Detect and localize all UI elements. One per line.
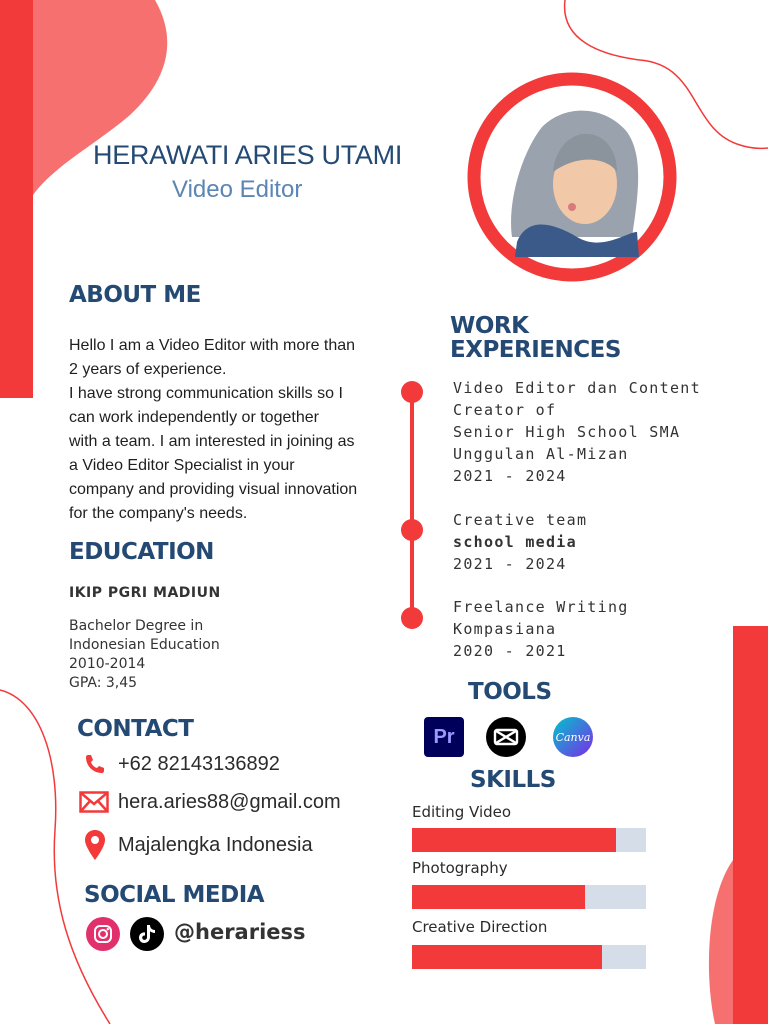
work-item-line: Senior High School SMA bbox=[453, 423, 681, 441]
social-handle[interactable]: @herariess bbox=[174, 920, 306, 944]
skill-bar-fill bbox=[412, 945, 602, 969]
work-item-line: Freelance Writing bbox=[453, 598, 629, 616]
skill-label: Editing Video bbox=[412, 803, 512, 821]
years-line: 2010-2014 bbox=[69, 656, 146, 672]
work-item-line: Kompasiana bbox=[453, 620, 557, 638]
location-pin-icon bbox=[82, 829, 108, 861]
skill-bar bbox=[412, 828, 646, 852]
about-line: a Video Editor Specialist in your bbox=[69, 457, 295, 474]
about-line: company and providing visual innovation bbox=[69, 481, 358, 498]
work-item-line: Video Editor dan Content bbox=[453, 379, 701, 397]
skill-label: Creative Direction bbox=[412, 918, 548, 936]
premiere-pro-icon bbox=[424, 717, 464, 757]
skills-heading: SKILLS bbox=[470, 767, 556, 793]
about-line: can work independently or together bbox=[69, 409, 319, 426]
profile-photo bbox=[467, 72, 677, 282]
school-name: IKIP PGRI MADIUN bbox=[69, 585, 221, 601]
degree-line: Bachelor Degree in bbox=[69, 618, 204, 634]
contact-email-row bbox=[78, 789, 341, 815]
full-name: HERAWATI ARIES UTAMI bbox=[93, 140, 403, 170]
work-heading-line2: EXPERIENCES bbox=[450, 337, 621, 363]
timeline-line bbox=[410, 390, 414, 620]
about-line: for the company's needs. bbox=[69, 505, 248, 522]
about-line: 2 years of experience. bbox=[69, 361, 227, 378]
skill-bar bbox=[412, 885, 646, 909]
tools-heading: TOOLS bbox=[468, 679, 552, 705]
gpa-line: GPA: 3,45 bbox=[69, 675, 138, 691]
contact-heading: CONTACT bbox=[77, 716, 194, 742]
about-line: I have strong communication skills so I bbox=[69, 385, 343, 402]
work-heading-line1: WORK bbox=[450, 313, 529, 339]
left-red-stripe bbox=[0, 0, 33, 398]
email-icon bbox=[78, 789, 110, 815]
work-heading bbox=[450, 314, 621, 362]
right-red-stripe bbox=[733, 626, 768, 1024]
work-item-line: 2021 - 2024 bbox=[453, 467, 567, 485]
work-item-1 bbox=[453, 377, 701, 487]
capcut-icon bbox=[486, 717, 526, 757]
work-item-line: Unggulan Al-Mizan bbox=[453, 445, 629, 463]
work-item-3 bbox=[453, 596, 629, 662]
bottom-right-blob bbox=[709, 860, 733, 1024]
tiktok-icon[interactable] bbox=[130, 917, 164, 951]
contact-location-row bbox=[82, 829, 313, 861]
major-line: Indonesian Education bbox=[69, 637, 220, 653]
work-item-line: school media bbox=[453, 533, 577, 551]
about-line: Hello I am a Video Editor with more than bbox=[69, 337, 356, 354]
about-text bbox=[69, 334, 404, 526]
canva-icon bbox=[553, 717, 593, 757]
phone-icon bbox=[82, 751, 108, 777]
skill-bar-fill bbox=[412, 828, 616, 852]
canva-label: Canva bbox=[555, 730, 591, 744]
work-item-line: 2021 - 2024 bbox=[453, 555, 567, 573]
work-item-line: Creator of bbox=[453, 401, 557, 419]
skill-bar-fill bbox=[412, 885, 585, 909]
premiere-pro-label: Pr bbox=[433, 725, 455, 748]
skill-label: Photography bbox=[412, 859, 508, 877]
contact-phone-row bbox=[82, 751, 280, 777]
phone-number[interactable]: +62 82143136892 bbox=[118, 752, 280, 775]
timeline-dot bbox=[401, 519, 423, 541]
work-item-2 bbox=[453, 509, 587, 575]
work-item-line: Creative team bbox=[453, 511, 588, 529]
education-heading: EDUCATION bbox=[69, 539, 214, 565]
job-role: Video Editor bbox=[172, 176, 303, 203]
instagram-icon[interactable] bbox=[86, 917, 120, 951]
timeline-dot bbox=[401, 607, 423, 629]
skill-bar bbox=[412, 945, 646, 969]
work-item-line: 2020 - 2021 bbox=[453, 642, 567, 660]
social-media-heading: SOCIAL MEDIA bbox=[84, 882, 265, 908]
email-address[interactable]: hera.aries88@gmail.com bbox=[118, 790, 341, 813]
about-line: with a team. I am interested in joining as bbox=[69, 433, 355, 450]
location-text: Majalengka Indonesia bbox=[118, 833, 313, 856]
timeline-dot bbox=[401, 381, 423, 403]
about-heading: ABOUT ME bbox=[69, 282, 201, 308]
